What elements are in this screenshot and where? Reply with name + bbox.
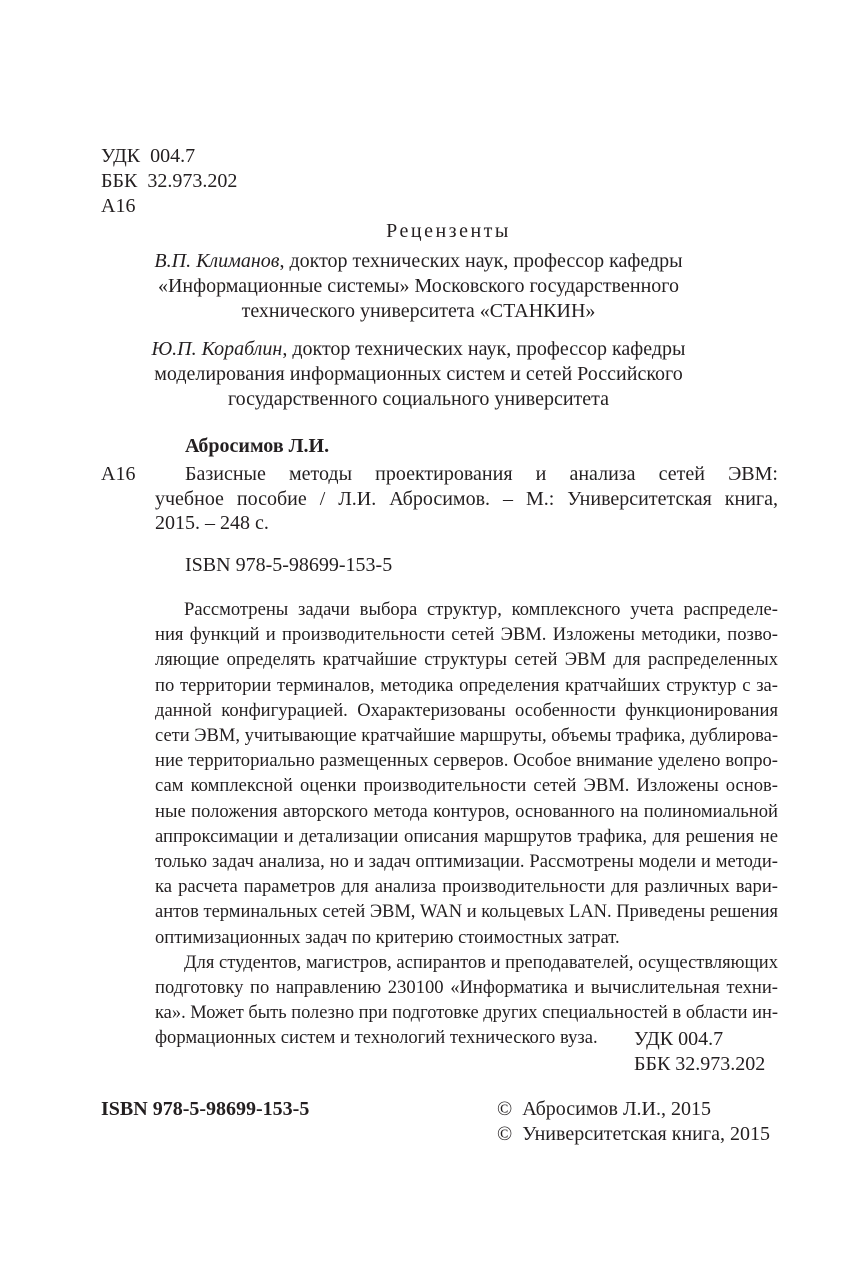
biblio-author: Абросимов Л.И. [185, 435, 330, 457]
author-mark: А16 [101, 195, 136, 217]
abstract-line [155, 975, 778, 1000]
abstract-line [155, 899, 778, 924]
udk-code [101, 144, 195, 169]
reviewer-1-title: , доктор технических наук, профессор кафедры [279, 250, 683, 272]
abstract-line-text: ние территориально размещенных серверов. Особое внимание уделено вопро- [155, 750, 778, 772]
abstract-line [155, 748, 778, 773]
reviewer-2-line-3: государственного социального университета [227, 388, 610, 410]
abstract-line [155, 824, 778, 849]
abstract-line-text: ния функций и производительности сетей ЭВМ. Изложены методики, позво- [155, 624, 778, 646]
abstract-line [155, 1000, 778, 1025]
abstract-line [155, 773, 778, 798]
bbk-label: ББК [101, 170, 138, 192]
biblio-line-3: 2015. – 248 с. [155, 512, 269, 534]
abstract-line [155, 673, 778, 698]
abstract-line [155, 622, 778, 647]
abstract-line-text: Для студентов, магистров, аспирантов и преподавателей, осуществляющих [184, 951, 778, 973]
reviewer-2-title: , доктор технических наук, профессор кафедры [282, 338, 686, 360]
abstract-line [184, 597, 778, 622]
udk-value: 004.7 [150, 145, 196, 167]
abstract-line-text: сам комплексной оценки производительности сетей ЭВМ. Изложены основ- [155, 775, 778, 797]
biblio-line-2 [155, 487, 778, 512]
footer-bbk: ББК 32.973.202 [634, 1053, 766, 1075]
biblio-line-1-text: Базисные методы проектирования и анализа сетей ЭВМ: [185, 463, 778, 485]
abstract-line-text: ка расчета параметров для анализа производительности для различных вари- [155, 876, 778, 898]
abstract-line-text: подготовку по направлению 230100 «Информатика и вычислительная техни- [155, 977, 778, 998]
reviewer-1-line-1 [40, 249, 797, 274]
abstract-line-text: сети ЭВМ, учитывающие кратчайшие маршруты, объемы трафика, дублирова- [155, 725, 778, 746]
bbk-value: 32.973.202 [147, 170, 238, 192]
footer-isbn: ISBN 978-5-98699-153-5 [101, 1098, 310, 1120]
abstract-line [184, 950, 778, 975]
reviewer-2-line-1 [40, 337, 797, 362]
biblio-line-1 [185, 462, 778, 487]
abstract-line [155, 723, 778, 748]
abstract-line-text: формационных систем и технологий технического вуза. [155, 1027, 598, 1049]
abstract-line [155, 799, 778, 824]
abstract-line [155, 849, 778, 874]
abstract-line-text: аппроксимации и детализации описания маршрутов трафика, для решения не [155, 825, 778, 847]
abstract-line-text: ка». Может быть полезно при подготовке других специальностей в области ин- [155, 1002, 778, 1024]
abstract-line-text: ляющие определять кратчайшие структуры сетей ЭВМ для распределенных [155, 649, 778, 671]
biblio-mark: А16 [101, 463, 136, 485]
footer-udk: УДК 004.7 [634, 1028, 724, 1050]
abstract-line [155, 698, 778, 723]
abstract-line-text: по территории терминалов, методика определения кратчайших структур с за- [155, 674, 778, 696]
reviewer-1-line-3: технического университета «СТАНКИН» [241, 300, 596, 322]
copyright-author: © Абросимов Л.И., 2015 [497, 1098, 711, 1120]
reviewer-2-line-2: моделирования информационных систем и сетей Российского [154, 363, 683, 385]
biblio-line-2-text: учебное пособие / Л.И. Абросимов. – М.: Университетская книга, [155, 488, 778, 510]
abstract-line [155, 647, 778, 672]
reviewer-2-name: Ю.П. Кораблин [151, 338, 283, 360]
abstract-line [155, 874, 778, 899]
reviewers-heading: Рецензенты [386, 220, 511, 242]
abstract-line-text: Рассмотрены задачи выбора структур, комплексного учета распределе- [184, 599, 778, 620]
reviewer-1-line-2: «Информационные системы» Московского государственного [157, 275, 679, 297]
abstract-line-text: антов терминальных сетей ЭВМ, WAN и кольцевых LAN. Приведены решения [155, 901, 778, 923]
bbk-code [101, 169, 237, 194]
udk-label: УДК [101, 145, 141, 167]
abstract-line-text: оптимизационных задач по критерию стоимостных затрат. [155, 926, 620, 948]
abstract-line [155, 925, 778, 950]
biblio-isbn: ISBN 978-5-98699-153-5 [185, 554, 393, 576]
abstract-line-text: ные положения авторского метода контуров, основанного на полиномиальной [155, 800, 778, 822]
abstract-line-text: данной конфигурацией. Охарактеризованы особенности функционирования [155, 699, 778, 721]
abstract-line-text: только задач анализа, но и задач оптимизации. Рассмотрены модели и методи- [155, 851, 778, 872]
copyright-publisher: © Университетская книга, 2015 [497, 1123, 770, 1145]
reviewer-1-name: В.П. Климанов [154, 250, 280, 272]
